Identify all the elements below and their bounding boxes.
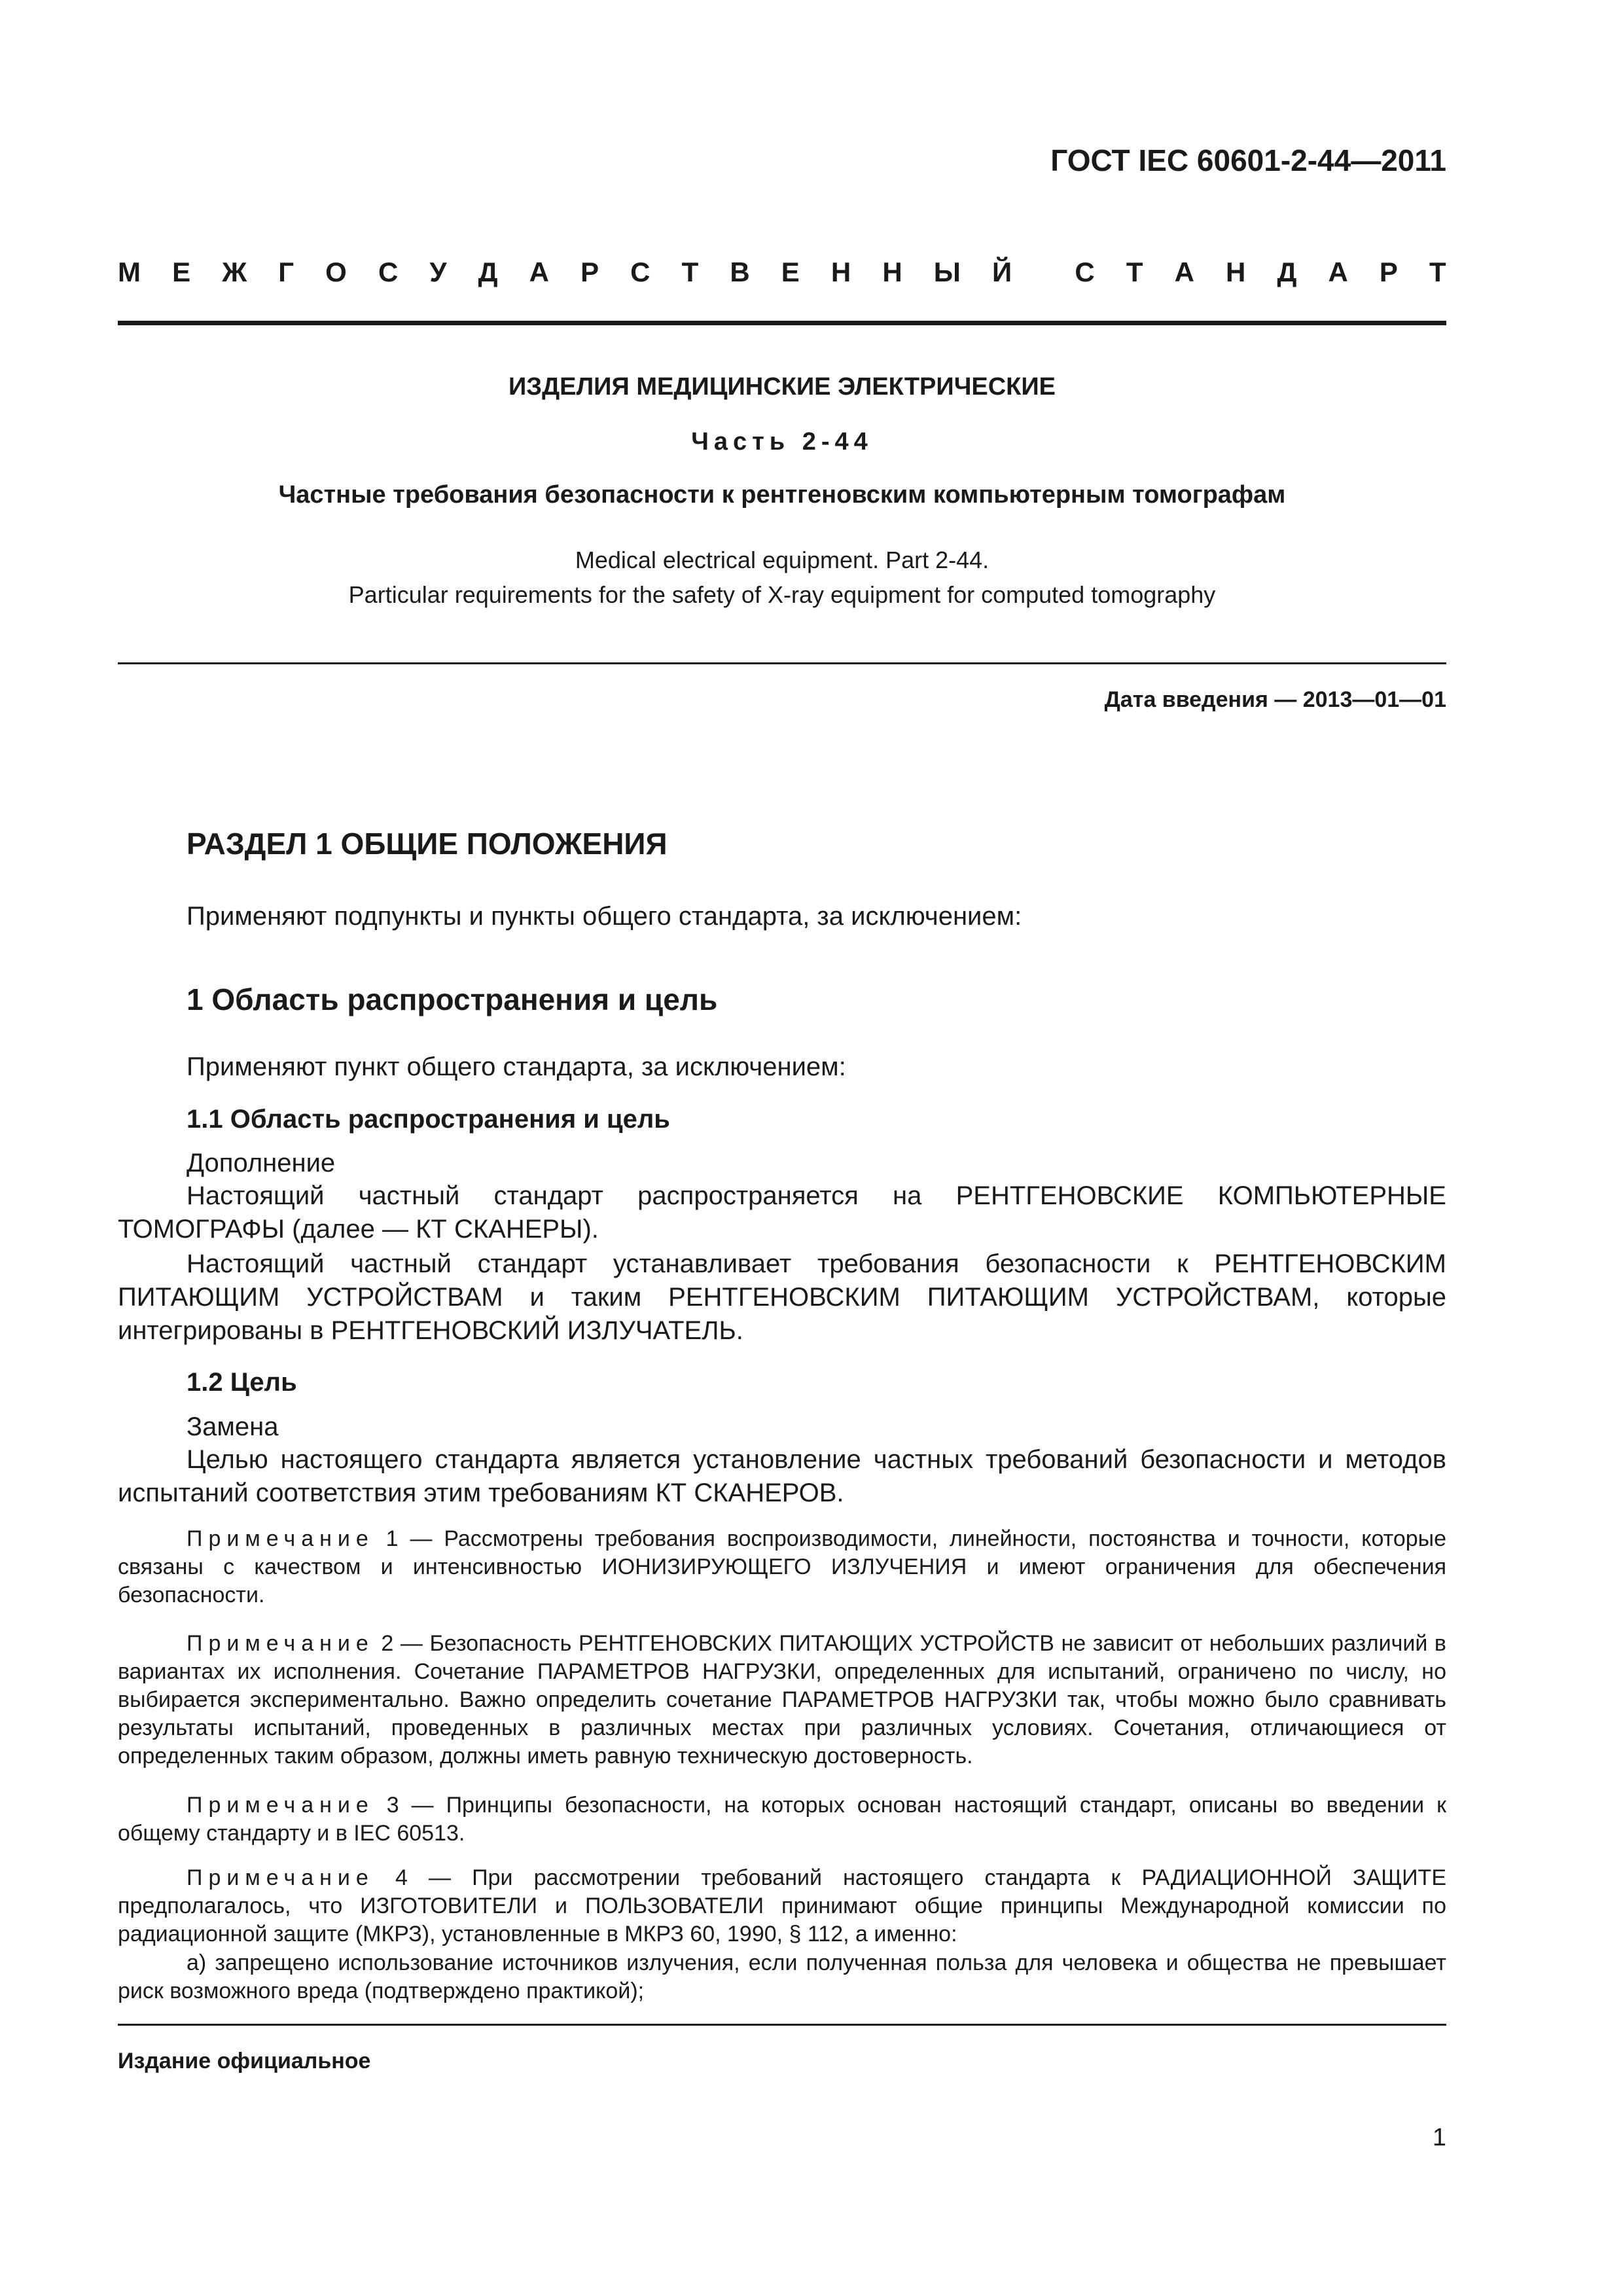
note-text: — Рассмотрены требования воспроизводимости, линейности, постоянства и точности, которые связаны с качеством и интенсивностью ИОНИЗИРУЮЩЕГО ИЗЛУЧЕНИЯ и имеют ограничения для обеспечения безопасности. [118,1526,1446,1607]
banner-letter: Д [478,257,498,287]
banner-letter: А [1174,257,1194,287]
banner-letter: Ы [933,257,961,287]
note-text: — Безопасность РЕНТГЕНОВСКИХ ПИТАЮЩИХ УСТРОЙСТВ не зависит от небольших различий в вариантах их исполнения. Сочетание ПАРАМЕТРОВ НАГРУЗКИ, определенных для испытаний, ограничено по числу, но выбирается экспериментально. Важно определить сочетание ПАРАМЕТРОВ НАГРУЗКИ так, чтобы можно было сравнивать результаты испытаний, проведенных в различных местах при различных условиях. Сочетания, отличающиеся от определенных таким образом, должны иметь равную техническую достоверность. [118,1631,1446,1768]
note-1 [118,1525,1446,1609]
clause-1-1-heading: 1.1 Область распространения и цель [187,1105,670,1134]
section-heading: РАЗДЕЛ 1 ОБЩИЕ ПОЛОЖЕНИЯ [187,827,668,861]
note-4-item-a: а) запрещено использование источников излучения, если полученная польза для человека и общества не превышает риск возможного вреда (подтверждено практикой); [118,1950,1446,2003]
note-2 [118,1630,1446,1770]
banner-letter: Й [992,257,1012,287]
banner-letter: С [630,257,651,287]
note-3 [118,1791,1446,1848]
note-text: — Принципы безопасности, на которых основан настоящий стандарт, описаны во введении к общему стандарту и в IEC 60513. [118,1793,1447,1846]
note-number: 3 [386,1793,399,1818]
footer-divider [118,2024,1446,2026]
addition-label: Дополнение [187,1149,336,1177]
english-title-line2: Particular requirements for the safety of X-ray equipment for computed tomography [348,581,1216,608]
banner-letter: Р [1379,257,1398,287]
banner-letter: Н [830,257,851,287]
document-code: ГОСТ IEC 60601-2-44—2011 [1050,143,1446,177]
note-number: 1 [385,1526,399,1551]
banner-letter: А [529,257,549,287]
note-label: Примечание [187,1526,374,1551]
banner-letter: Н [882,257,902,287]
note-label: Примечание [187,1865,374,1890]
subtitle: Частные требования безопасности к рентгеновским компьютерным томографам [278,481,1286,509]
clause-1-1-paragraph: Настоящий частный стандарт распространяется на РЕНТГЕНОВСКИЕ КОМПЬЮТЕРНЫЕ ТОМОГРАФЫ (далее — КТ СКАНЕРЫ). [118,1181,1446,1244]
banner-letter: Р [580,257,599,287]
note-4 [118,1864,1446,1948]
part-number: Часть 2-44 [691,428,873,456]
banner-letter: О [325,257,347,287]
banner-letter: Д [1277,257,1297,287]
clause-1-2-heading: 1.2 Цель [187,1368,297,1397]
introduction-date: Дата введения — 2013—01—01 [1104,687,1446,712]
banner-letter: Е [781,257,800,287]
note-text: — При рассмотрении требований настоящего стандарта к РАДИАЦИОННОЙ ЗАЩИТЕ предполагалось, что ИЗГОТОВИТЕЛИ и ПОЛЬЗОВАТЕЛИ принимают общие принципы Международной комиссии по радиационной защите (МКРЗ), установленные в МКРЗ 60, 1990, § 112, а именно: [118,1865,1447,1946]
banner-letter: В [730,257,750,287]
english-title-line1: Medical electrical equipment. Part 2-44. [575,547,990,573]
clause-1-2-paragraph: Целью настоящего стандарта является установление частных требований безопасности и методов испытаний соответствия этим требованиям КТ СКАНЕРОВ. [118,1445,1446,1507]
clause-1-apply-text: Применяют пункт общего стандарта, за исключением: [187,1052,846,1081]
banner-letter: М [118,257,141,287]
banner-letter: Т [1429,257,1446,287]
banner-letter: Ж [222,257,247,287]
note-label: Примечание [187,1631,374,1656]
banner-letter: С [1075,257,1095,287]
interstate-standard-banner [118,257,1446,288]
top-divider [118,321,1446,325]
section-apply-text: Применяют подпункты и пункты общего стандарта, за исключением: [187,902,1022,931]
official-edition-label: Издание официальное [118,2049,371,2073]
title-divider [118,662,1446,664]
banner-letter: Т [1126,257,1143,287]
banner-letter: Е [172,257,191,287]
banner-letter: С [378,257,399,287]
page-number: 1 [1432,2124,1446,2151]
note-number: 2 [381,1631,394,1656]
banner-letter: А [1328,257,1348,287]
replacement-label: Замена [187,1412,279,1441]
banner-letter: Т [681,257,699,287]
banner-letter: Н [1226,257,1246,287]
clause-1-heading: 1 Область распространения и цель [187,982,718,1016]
note-label: Примечание [187,1793,374,1818]
banner-letter: Г [278,257,294,287]
title-main: ИЗДЕЛИЯ МЕДИЦИНСКИЕ ЭЛЕКТРИЧЕСКИЕ [508,373,1056,401]
clause-1-1-paragraph: Настоящий частный стандарт устанавливает требования безопасности к РЕНТГЕНОВСКИМ ПИТАЮЩИМ УСТРОЙСТВАМ и таким РЕНТГЕНОВСКИМ ПИТАЮЩИМ УСТРОЙСТВАМ, которые интегрированы в РЕНТГЕНОВСКИЙ ИЗЛУЧАТЕЛЬ. [118,1249,1446,1345]
note-number: 4 [395,1865,408,1890]
banner-letter: У [429,257,447,287]
